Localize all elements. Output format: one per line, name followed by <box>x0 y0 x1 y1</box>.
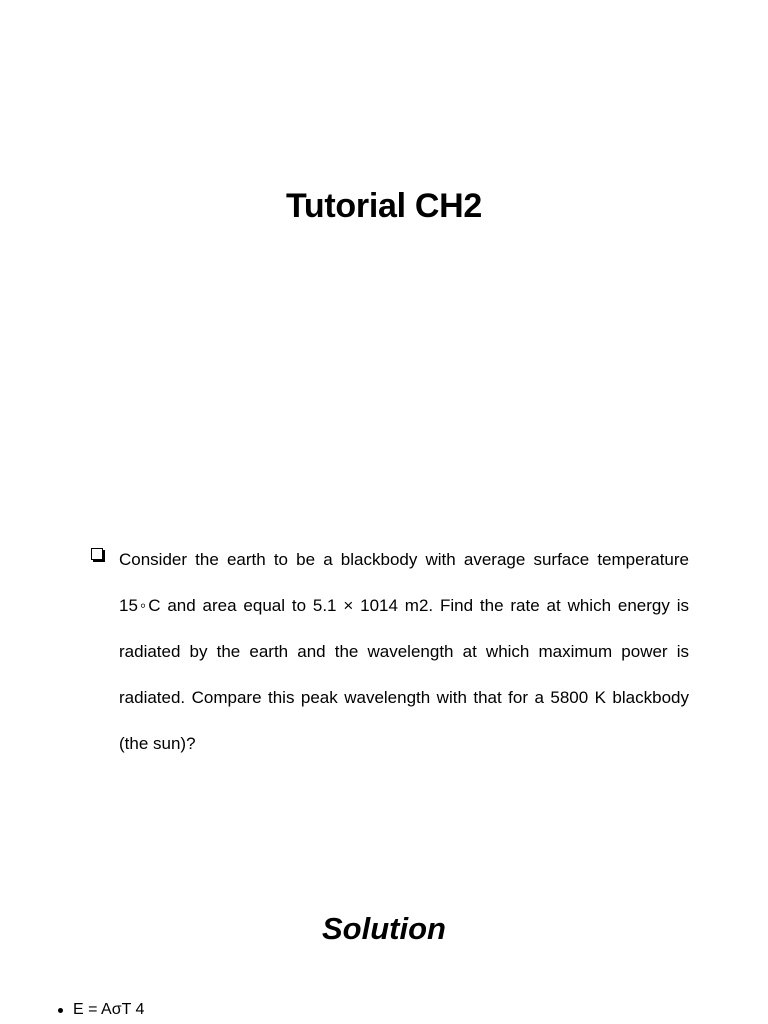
bullet-dot-icon <box>58 1008 63 1013</box>
question-item <box>90 537 689 767</box>
document-title: Tutorial CH2 <box>285 187 482 225</box>
solution-heading: Solution <box>322 911 446 946</box>
formula-text: E = AσT 4 <box>73 1001 145 1018</box>
formula-list-item <box>58 999 144 1021</box>
checkbox-bullet-icon <box>91 548 103 560</box>
question-text: Consider the earth to be a blackbody with average surface temperature 15◦C and area equal to 5.1 × 1014 m2. Find the rate at which energy is radiated by the earth and the wavelength at which maximum power is radiated. Compare this peak wavelength with that for a 5800 K blackbody (the sun)? <box>119 550 689 753</box>
